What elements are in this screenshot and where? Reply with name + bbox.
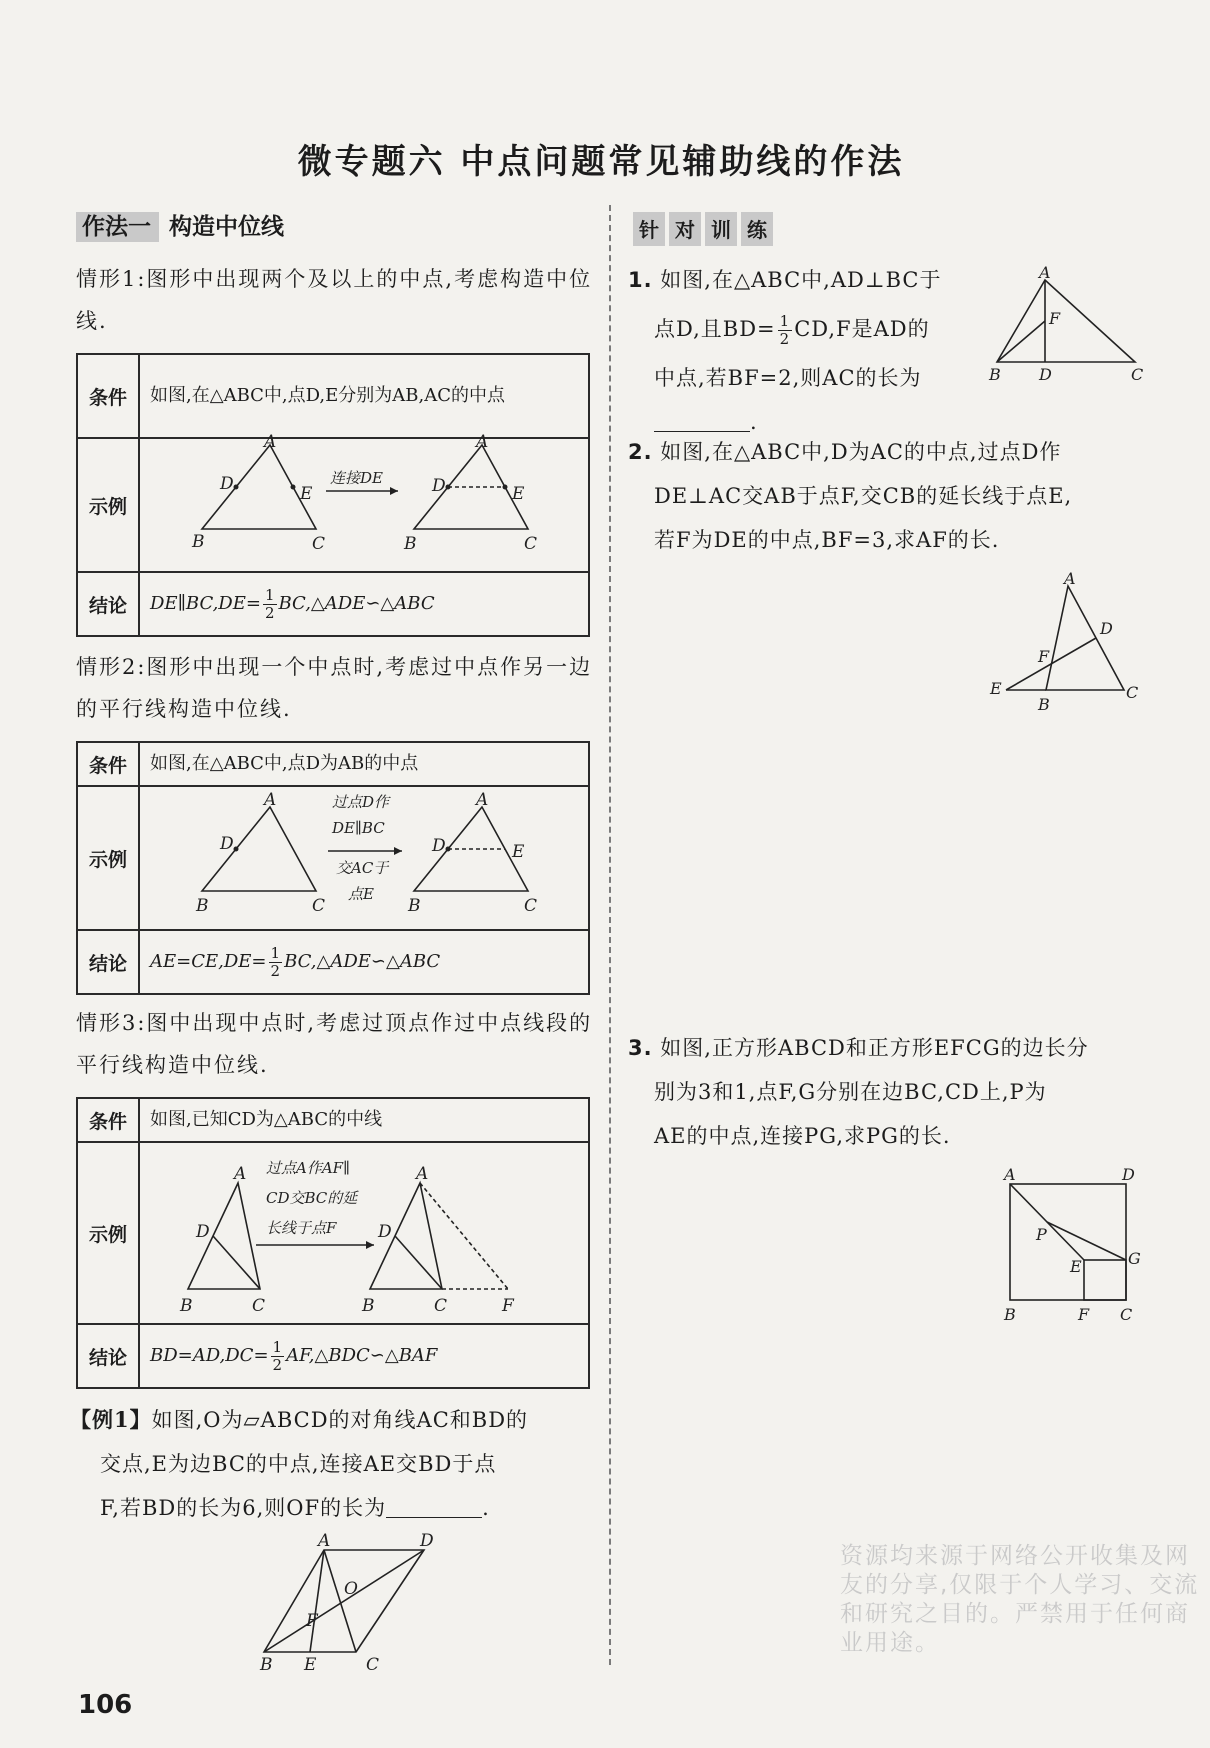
conclusion-label: 结论: [77, 1324, 139, 1388]
label-F: F: [1049, 309, 1061, 328]
case2-conclusion: AE=CE,DE= $\frac{1}{2}$ BC,△ADE∽△ABC: [139, 930, 589, 994]
arrow-label-line: DE∥BC: [332, 819, 385, 837]
label-C: C: [1131, 365, 1144, 384]
case1-conclusion: DE∥BC,DE= $\frac{1}{2}$ BC,△ADE∽△ABC: [139, 572, 589, 636]
section-tag: 作法一: [76, 212, 159, 242]
arrow-label-line: 点E: [348, 885, 374, 903]
label-A: A: [1039, 263, 1051, 282]
arrow-label: 连接DE: [330, 469, 383, 487]
example-label: 示例: [77, 438, 139, 572]
case2-condition: 如图,在△ABC中,点D为AB的中点: [139, 742, 589, 786]
example1: 【例1】如图,O为▱ABCD的对角线AC和BD的 交点,E为边BC的中点,连接AE交BD于点 F,若BD的长为6,则OF的长为 .: [70, 1407, 529, 1520]
label-B: B: [1004, 1305, 1016, 1324]
answer-blank[interactable]: [386, 1516, 482, 1518]
label-D: D: [420, 1531, 434, 1551]
label-B: B: [192, 532, 205, 552]
case3-figure: [140, 1143, 588, 1319]
conclusion-label: 结论: [77, 572, 139, 636]
example-label: 【例1】: [70, 1407, 152, 1432]
case2-table: [76, 741, 590, 995]
practice-char: 针: [633, 212, 665, 246]
fraction: $\frac{1}{2}$: [264, 585, 275, 622]
label-A: A: [476, 790, 489, 810]
fraction: $\frac{1}{2}$: [272, 1337, 283, 1374]
label-D: D: [196, 1222, 210, 1242]
arrow-label-line: 过点A作AF∥: [266, 1159, 351, 1177]
practice-char: 练: [741, 212, 773, 246]
case3-condition: 如图,已知CD为△ABC的中线: [139, 1098, 589, 1142]
label-D: D: [378, 1222, 392, 1242]
label-F: F: [1078, 1305, 1090, 1324]
label-C: C: [312, 534, 326, 554]
fraction: $\frac{1}{2}$: [270, 943, 281, 980]
case1-text: 情形1:图形中出现两个及以上的中点,考虑构造中位线.: [76, 267, 593, 333]
case1-figure-cell: [139, 432, 589, 572]
label-O: O: [344, 1579, 358, 1599]
question-2: 2. 如图,在△ABC中,D为AC的中点,过点D作 DE⊥AC交AB于点F,交CB的延长线于点E, 若F为DE的中点,BF=3,求AF的长.: [628, 440, 1073, 552]
label-C: C: [1126, 683, 1139, 702]
practice-char: 对: [669, 212, 701, 246]
label-A: A: [1004, 1165, 1016, 1184]
label-P: P: [1036, 1225, 1047, 1244]
question-1: 1. 如图,在△ABC中,AD⊥BC于 点D,且BD= $\frac{1}{2}$ CD,F是AD的 中点,若BF=2,则AC的长为.: [628, 268, 942, 434]
label-F: F: [306, 1611, 318, 1631]
page-number: 106: [78, 1690, 133, 1720]
arrow-label-line: 过点D作: [332, 793, 390, 811]
label-E: E: [512, 484, 525, 504]
label-B: B: [180, 1296, 193, 1316]
label-A: A: [476, 432, 489, 452]
question2-figure: [986, 568, 1146, 718]
label-E: E: [1070, 1257, 1082, 1276]
arrow-label-line: 交AC于: [336, 859, 389, 877]
label-A: A: [416, 1164, 429, 1184]
label-F: F: [1038, 647, 1050, 666]
label-E: E: [304, 1655, 317, 1675]
label-E: E: [990, 679, 1002, 698]
label-D: D: [432, 836, 446, 856]
label-B: B: [989, 365, 1001, 384]
question-3: 3. 如图,正方形ABCD和正方形EFCG的边长分 别为3和1,点F,G分别在边BC,CD上,P为 AE的中点,连接PG,求PG的长.: [628, 1036, 1089, 1148]
label-A: A: [264, 432, 277, 452]
case2-figure: [140, 787, 588, 925]
case1-figure: [140, 432, 588, 567]
case1-table: [76, 353, 590, 637]
section-name: 构造中位线: [169, 214, 284, 240]
section-header: [76, 208, 284, 246]
label-F: F: [502, 1296, 514, 1316]
label-E: E: [512, 842, 525, 862]
label-A: A: [234, 1164, 247, 1184]
condition-label: 条件: [77, 742, 139, 786]
label-D: D: [1122, 1165, 1135, 1184]
label-C: C: [524, 896, 538, 916]
watermark: 资源均来源于网络公开收集及网友的分享,仅限于个人学习、交流和研究之目的。严禁用于任何商业用途。: [840, 1543, 1200, 1656]
label-C: C: [434, 1296, 448, 1316]
label-G: G: [1128, 1249, 1141, 1268]
label-E: E: [300, 484, 313, 504]
case3-conclusion: BD=AD,DC= $\frac{1}{2}$ AF,△BDC∽△BAF: [139, 1324, 589, 1388]
example-label: 示例: [77, 786, 139, 930]
column-divider: [609, 205, 611, 1665]
label-D: D: [220, 834, 234, 854]
label-B: B: [196, 896, 209, 916]
arrow-label-line: 长线于点F: [266, 1219, 337, 1237]
conclusion-label: 结论: [77, 930, 139, 994]
label-D: D: [220, 474, 234, 494]
question3-figure: [996, 1160, 1156, 1330]
fraction: $\frac{1}{2}$: [779, 312, 791, 348]
label-C: C: [524, 534, 538, 554]
label-D: D: [1100, 619, 1113, 638]
case3-text: 情形3:图中出现中点时,考虑过顶点作过中点线段的平行线构造中位线.: [76, 1011, 593, 1077]
question1-figure: [985, 263, 1145, 386]
label-B: B: [1038, 695, 1050, 714]
label-B: B: [404, 534, 417, 554]
case2-figure-cell: [139, 786, 589, 930]
example-label: 示例: [77, 1142, 139, 1324]
label-C: C: [312, 896, 326, 916]
case3-table: [76, 1097, 590, 1389]
label-D: D: [432, 476, 446, 496]
label-B: B: [408, 896, 421, 916]
practice-tag: [633, 212, 773, 246]
practice-char: 训: [705, 212, 737, 246]
label-C: C: [1120, 1305, 1133, 1324]
label-C: C: [252, 1296, 266, 1316]
label-C: C: [366, 1655, 380, 1675]
condition-label: 条件: [77, 354, 139, 438]
label-A: A: [1064, 569, 1076, 588]
label-A: A: [318, 1531, 331, 1551]
label-A: A: [264, 790, 277, 810]
case1-condition: 如图,在△ABC中,点D,E分别为AB,AC的中点: [139, 354, 589, 438]
example1-figure: [256, 1531, 446, 1675]
page-title: 微专题六 中点问题常见辅助线的作法: [297, 142, 905, 182]
case2-text: 情形2:图形中出现一个中点时,考虑过中点作另一边的平行线构造中位线.: [76, 655, 593, 721]
label-B: B: [362, 1296, 375, 1316]
label-B: B: [260, 1655, 273, 1675]
case3-figure-cell: [139, 1142, 589, 1324]
label-D: D: [1039, 365, 1052, 384]
arrow-label-line: CD交BC的延: [266, 1189, 358, 1207]
condition-label: 条件: [77, 1098, 139, 1142]
